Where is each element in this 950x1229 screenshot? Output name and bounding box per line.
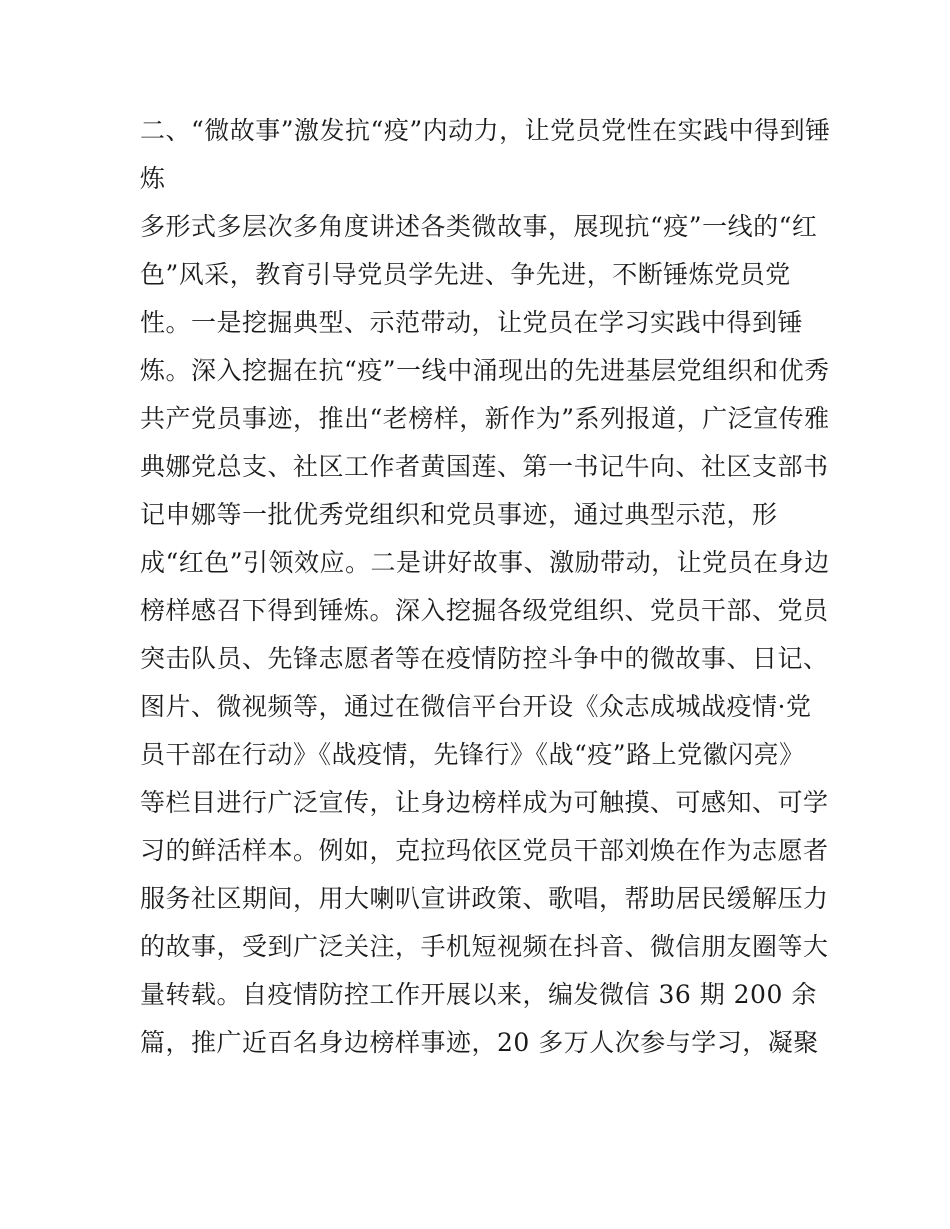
paragraph-line: 的故事，受到广泛关注，手机短视频在抖音、微信朋友圈等大 xyxy=(140,932,829,961)
paragraph-line: 色”风采，教育引导党员学先进、争先进，不断锤炼党员党 xyxy=(140,260,791,289)
paragraph-line: 服务社区期间，用大喇叭宣讲政策、歌唱，帮助居民缓解压力 xyxy=(140,884,829,913)
document-body xyxy=(140,107,840,1067)
section-heading-line-2: 炼 xyxy=(140,164,166,193)
section-heading-line-1: 二、“微故事”激发抗“疫”内动力，让党员党性在实践中得到锤 xyxy=(140,116,831,145)
paragraph-line: 图片、微视频等，通过在微信平台开设《众志成城战疫情·党 xyxy=(140,692,812,721)
paragraph-line: 成“红色”引领效应。二是讲好故事、激励带动，让党员在身边 xyxy=(140,548,830,577)
paragraph-line: 性。一是挖掘典型、示范带动，让党员在学习实践中得到锤 xyxy=(140,308,804,337)
paragraph-line: 习的鲜活样本。例如，克拉玛依区党员干部刘焕在作为志愿者 xyxy=(140,836,829,865)
paragraph-line: 记申娜等一批优秀党组织和党员事迹，通过典型示范，形 xyxy=(140,500,778,529)
paragraph-line: 多形式多层次多角度讲述各类微故事，展现抗“疫”一线的“红 xyxy=(140,212,818,241)
paragraph-line: 篇，推广近百名身边榜样事迹，20 多万人次参与学习，凝聚 xyxy=(140,1028,819,1057)
paragraph-line: 员干部在行动》《战疫情，先锋行》《战“疫”路上党徽闪亮》 xyxy=(140,740,805,769)
paragraph-line: 量转载。自疫情防控工作开展以来，编发微信 36 期 200 余 xyxy=(140,980,817,1009)
paragraph-line: 突击队员、先锋志愿者等在疫情防控斗争中的微故事、日记、 xyxy=(140,644,829,673)
paragraph-line: 榜样感召下得到锤炼。深入挖掘各级党组织、党员干部、党员 xyxy=(140,596,829,625)
paragraph-line: 炼。深入挖掘在抗“疫”一线中涌现出的先进基层党组织和优秀 xyxy=(140,356,830,385)
paragraph-line: 共产党员事迹，推出“老榜样，新作为”系列报道，广泛宣传雅 xyxy=(140,404,830,433)
paragraph-line: 典娜党总支、社区工作者黄国莲、第一书记牛向、社区支部书 xyxy=(140,452,829,481)
paragraph-line: 等栏目进行广泛宣传，让身边榜样成为可触摸、可感知、可学 xyxy=(140,788,829,817)
